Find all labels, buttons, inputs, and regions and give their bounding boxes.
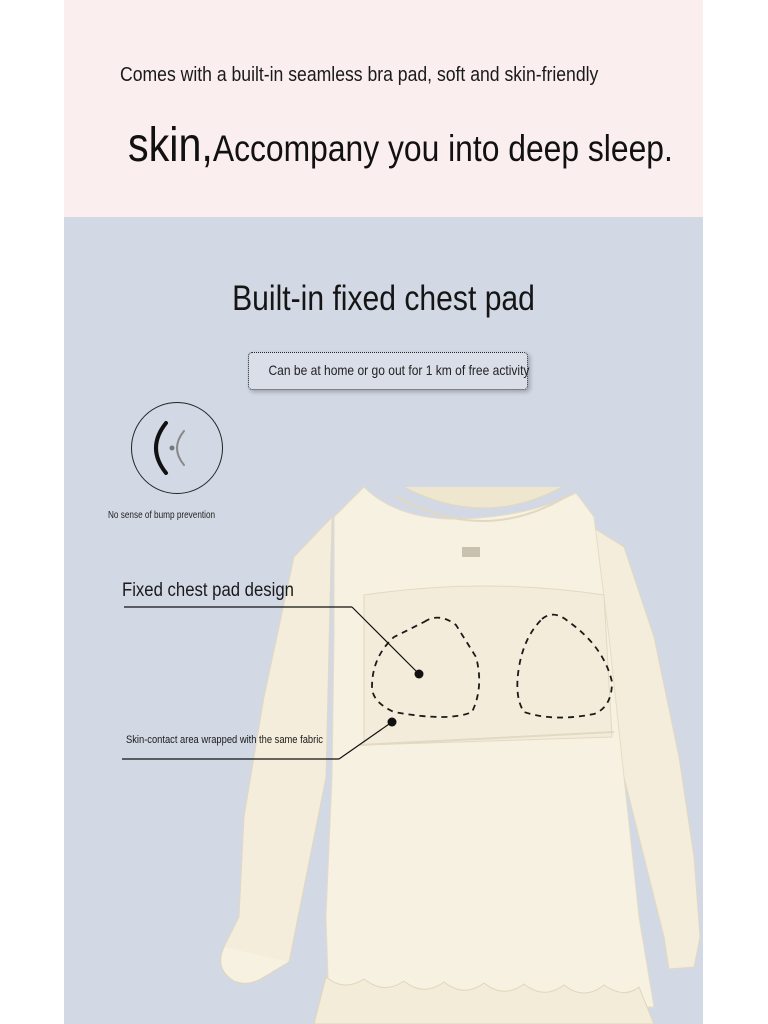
activity-badge [248, 352, 528, 390]
tagline [128, 118, 673, 173]
feature-section [64, 217, 703, 1024]
bump-prevention-caption: No sense of bump prevention [108, 510, 216, 521]
intro-text: Comes with a built-in seamless bra pad, soft and skin-friendly [120, 64, 599, 86]
garment-illustration [64, 217, 703, 1024]
tagline-rest: Accompany you into deep sleep. [212, 128, 673, 169]
fixed-pad-label: Fixed chest pad design [122, 580, 294, 601]
bump-prevention-icon [131, 402, 223, 494]
top-banner [64, 0, 703, 217]
section-heading: Built-in fixed chest pad [232, 279, 535, 318]
activity-badge-text: Can be at home or go out for 1 km of free activity [268, 362, 530, 378]
same-fabric-label: Skin-contact area wrapped with the same fabric [126, 734, 323, 746]
tagline-emphasis: skin, [128, 119, 213, 172]
